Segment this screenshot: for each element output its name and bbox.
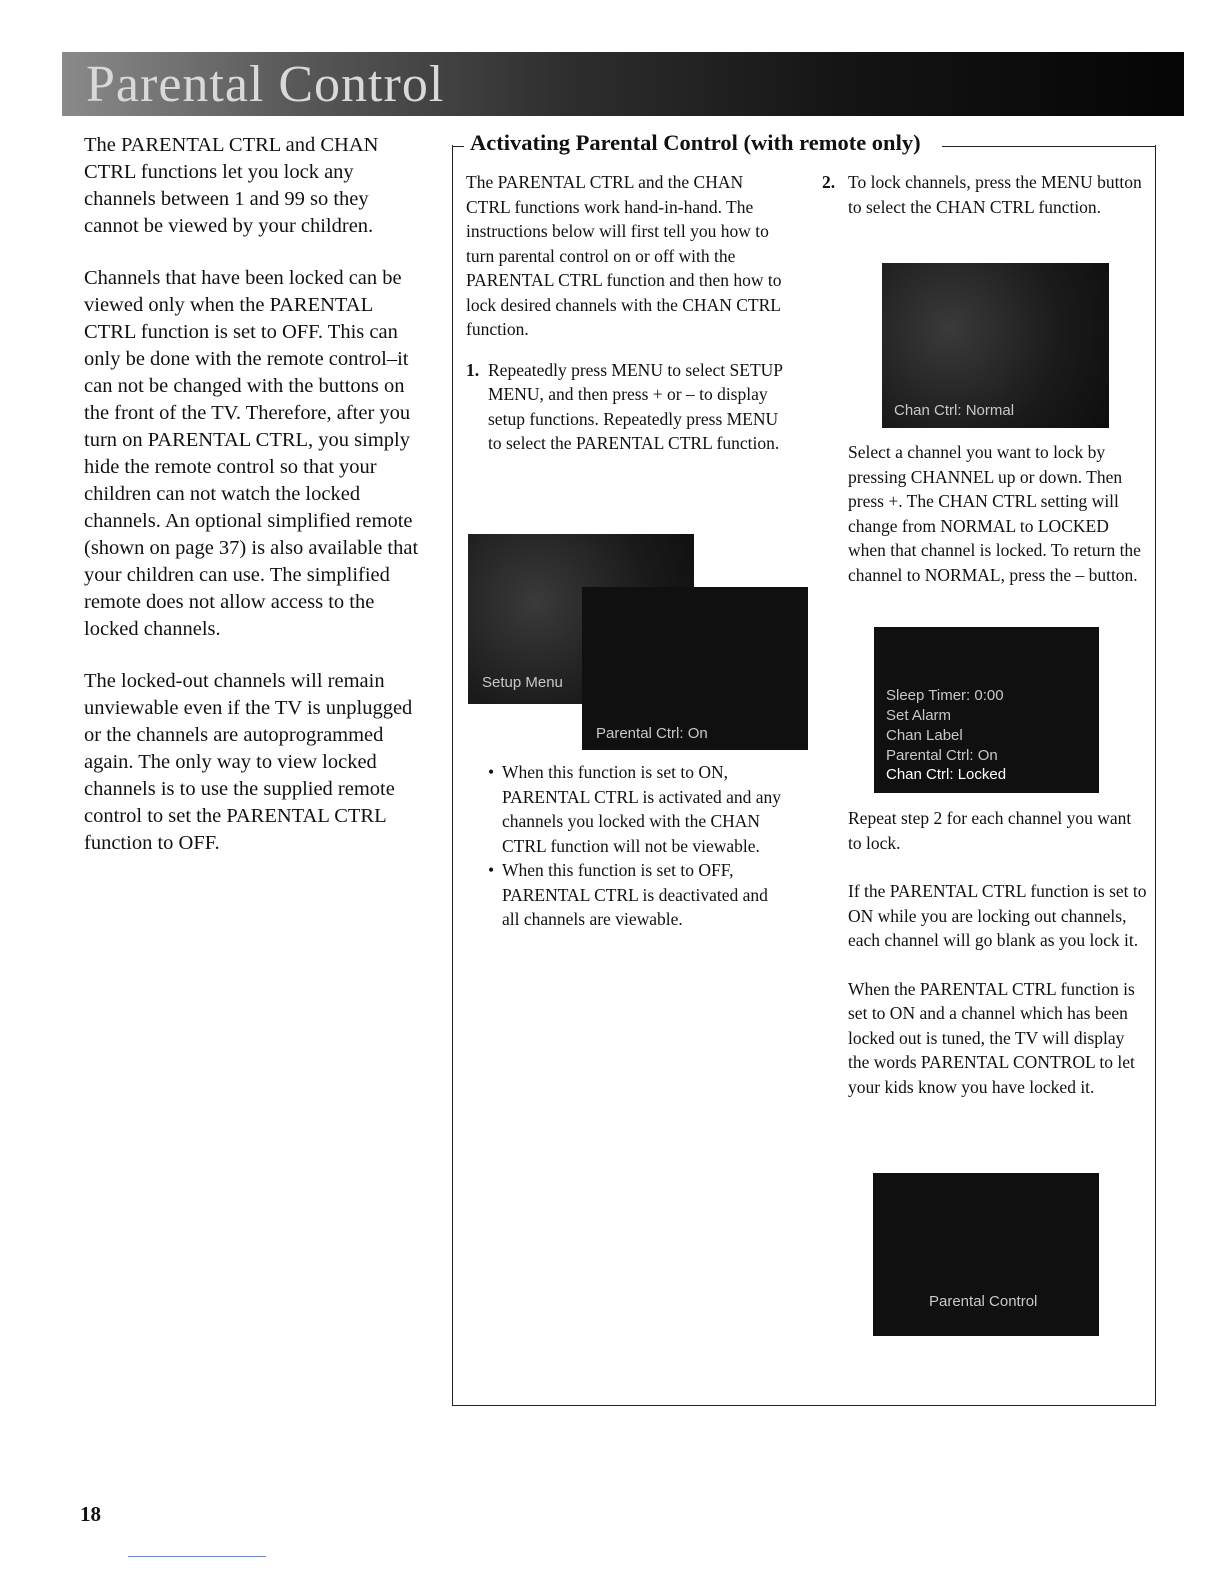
right-column-notes bbox=[822, 806, 1147, 1099]
menu-line: Chan Label bbox=[886, 727, 963, 744]
menu-list-screen bbox=[874, 627, 1099, 793]
frame-top-right-rule bbox=[942, 146, 1155, 147]
menu-line: Sleep Timer: 0:00 bbox=[886, 687, 1004, 704]
repeat-paragraph: Repeat step 2 for each channel you want to lock. bbox=[848, 808, 1132, 853]
step-2-number: 2. bbox=[822, 172, 836, 192]
bullet-text: When this function is set to OFF, PARENTAL CTRL is deactivated and all channels are viewable. bbox=[502, 860, 768, 929]
bullet-text: When this function is set to ON, PARENTAL CTRL is activated and any channels you locked with the CHAN CTRL function will not be viewable. bbox=[502, 762, 782, 856]
left-paragraph-2: Channels that have been locked can be viewed only when the PARENTAL CTRL function is set to OFF. This can only be done with the remote control–it can not be changed with the buttons on the front of the TV. Therefore, after you turn on PARENTAL CTRL, you simply hide the remote control so that your children can not watch the locked channels. An optional simplified remote (shown on page 37) is also available that your children can use. The simplified remote does not allow access to the locked channels. bbox=[84, 267, 419, 640]
left-paragraph-1: The PARENTAL CTRL and CHAN CTRL functions let you lock any channels between 1 and 99 so they cannot be viewed by your children. bbox=[84, 134, 379, 237]
step-2 bbox=[822, 170, 1147, 219]
menu-line-selected: Chan Ctrl: Locked bbox=[886, 766, 1007, 783]
parental-on-screen bbox=[582, 587, 808, 750]
middle-column bbox=[466, 170, 786, 456]
footer-rule bbox=[128, 1556, 266, 1557]
page-title: Parental Control bbox=[86, 56, 445, 113]
section-heading: Activating Parental Control (with remote only) bbox=[470, 130, 927, 156]
frame-top-left-rule bbox=[452, 146, 464, 147]
bullet-item bbox=[488, 760, 783, 858]
step-2-text: To lock channels, press the MENU button to select the CHAN CTRL function. bbox=[848, 172, 1142, 217]
step-1-text: Repeatedly press MENU to select SETUP MENU, and then press + or – to display setup functions. Repeatedly press MENU to select the PARENTAL CTRL function. bbox=[488, 359, 783, 453]
bullet-item bbox=[488, 858, 783, 932]
menu-line: Parental Ctrl: On bbox=[886, 747, 998, 764]
page-number: 18 bbox=[80, 1502, 101, 1526]
parental-control-screen bbox=[873, 1173, 1099, 1336]
bullet-dot: • bbox=[488, 860, 495, 880]
when-paragraph: When the PARENTAL CTRL function is set to ON and a channel which has been locked out is tuned, the TV will display the words PARENTAL CONTROL to let your kids know you have locked it. bbox=[848, 978, 1135, 1097]
step-1-number: 1. bbox=[466, 359, 480, 380]
bullet-list bbox=[488, 760, 783, 932]
step-1 bbox=[466, 358, 786, 456]
left-column bbox=[84, 132, 424, 882]
parental-control-label: Parental Control bbox=[929, 1293, 1038, 1310]
right-column-lower bbox=[822, 440, 1147, 587]
parental-on-label: Parental Ctrl: On bbox=[596, 725, 708, 742]
chan-normal-screen bbox=[882, 263, 1109, 428]
select-paragraph: Select a channel you want to lock by pressing CHANNEL up or down. Then press +. The CHAN CTRL setting will change from NORMAL to LOCKED when that channel is locked. To return the channel to NORMAL, press the – button. bbox=[848, 442, 1141, 585]
right-column bbox=[822, 170, 1147, 219]
if-paragraph: If the PARENTAL CTRL function is set to ON while you are locking out channels, each channel will go blank as you lock it. bbox=[848, 881, 1147, 950]
intro-paragraph: The PARENTAL CTRL and the CHAN CTRL functions work hand-in-hand. The instructions below will first tell you how to turn parental control on or off with the PARENTAL CTRL function and then how to lock desired channels with the CHAN CTRL function. bbox=[466, 172, 782, 339]
setup-menu-label: Setup Menu bbox=[482, 674, 563, 691]
chan-normal-label: Chan Ctrl: Normal bbox=[894, 402, 1015, 419]
bullet-dot: • bbox=[488, 762, 495, 782]
left-paragraph-3: The locked-out channels will remain unviewable even if the TV is unplugged or the channels are autoprogrammed again. The only way to view locked channels is to use the supplied remote control to set the PARENTAL CTRL function to OFF. bbox=[84, 670, 413, 854]
menu-line: Set Alarm bbox=[886, 707, 952, 724]
